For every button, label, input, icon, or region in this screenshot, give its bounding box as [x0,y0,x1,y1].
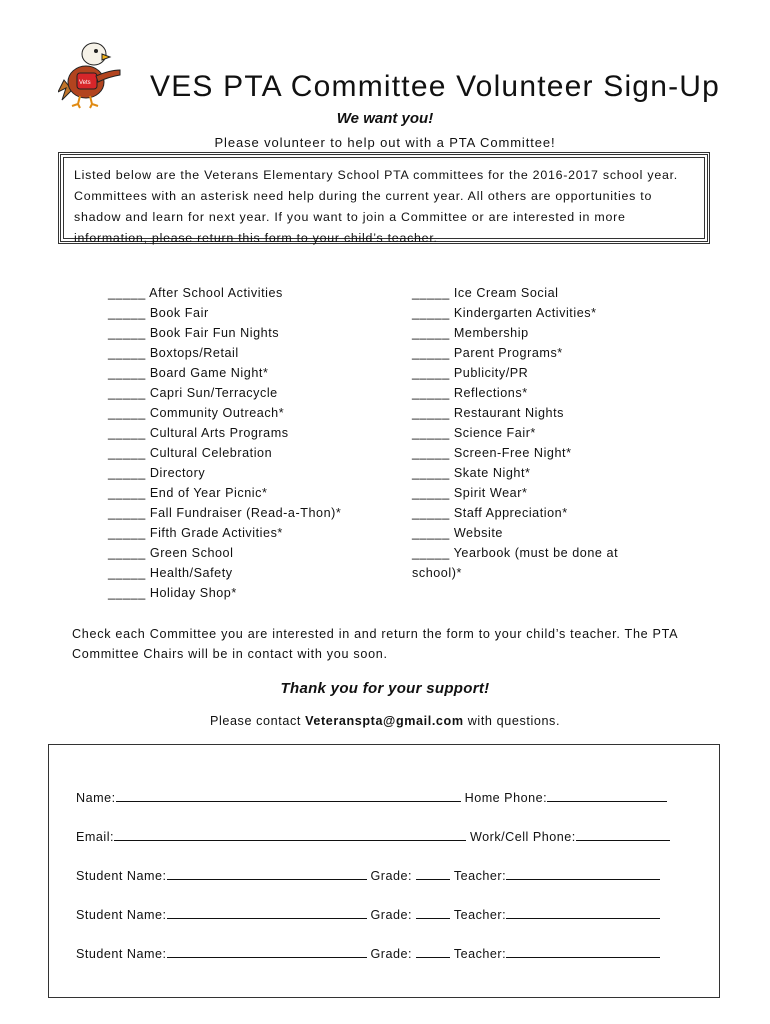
committee-item[interactable]: _____ Restaurant Nights [412,406,564,420]
student-name-label: Student Name: [76,947,167,961]
work-phone-label: Work/Cell Phone: [470,830,576,844]
info-box [58,152,710,244]
committee-item[interactable]: _____ Staff Appreciation* [412,506,568,520]
email-label: Email: [76,830,114,844]
committee-item[interactable]: _____ Cultural Celebration [108,446,273,460]
committee-item[interactable]: _____ Skate Night* [412,466,531,480]
svg-text:Vets: Vets [79,80,91,86]
committee-item[interactable]: _____ Membership [412,326,529,340]
committee-item[interactable]: _____ After School Activities [108,286,283,300]
grade-label: Grade: [370,908,413,922]
committee-item[interactable]: _____ Screen-Free Night* [412,446,572,460]
name-field[interactable] [116,789,461,802]
student-name-label: Student Name: [76,869,167,883]
committee-item[interactable]: _____ Book Fair [108,306,209,320]
name-label: Name: [76,791,116,805]
contact-line: Please contact Veteranspta@gmail.com with questions. [209,714,561,728]
teacher-field[interactable] [506,867,660,880]
committee-item[interactable]: _____ Fifth Grade Activities* [108,526,283,540]
home-phone-label: Home Phone: [464,791,548,805]
student-name-field[interactable] [167,906,367,919]
info-box-text: Listed below are the Veterans Elementary School PTA committees for the 2016-2017 school year. Committees with an asterisk need help during the current year. All others are opportunities to shadow and learn for next year. If you want to join a Committee or are interested in more information, please return this form to your child’s teacher. [63,157,705,239]
committee-item[interactable]: _____ Holiday Shop* [108,586,237,600]
committee-item[interactable]: _____ Ice Cream Social [412,286,559,300]
committee-item[interactable]: _____ Spirit Wear* [412,486,528,500]
teacher-field[interactable] [506,945,660,958]
thank-you-text: Thank you for your support! [280,680,490,697]
committee-item[interactable]: _____ Yearbook (must be done at school)* [412,546,619,580]
home-phone-field[interactable] [547,789,667,802]
email-row [76,828,670,844]
committee-list-right [412,283,672,583]
eagle-mascot-logo [58,40,130,110]
committee-item[interactable]: _____ Kindergarten Activities* [412,306,597,320]
tagline: We want you! [336,110,434,127]
teacher-label: Teacher: [453,947,507,961]
committee-item[interactable]: _____ Health/Safety [108,566,233,580]
grade-label: Grade: [370,947,413,961]
work-phone-field[interactable] [576,828,670,841]
student-name-label: Student Name: [76,908,167,922]
grade-field[interactable] [416,945,450,958]
committee-item[interactable]: _____ Directory [108,466,206,480]
student-name-field[interactable] [167,945,367,958]
instructions-text: Check each Committee you are interested in and return the form to your child’s teacher. The PTA Committee Chairs will be in contact with you soon. [72,627,678,661]
name-row [76,789,667,805]
email-field[interactable] [114,828,466,841]
grade-label: Grade: [370,869,413,883]
contact-email[interactable]: Veteranspta@gmail.com [305,714,464,728]
teacher-field[interactable] [506,906,660,919]
committee-item[interactable]: _____ Cultural Arts Programs [108,426,289,440]
committee-item[interactable]: _____ Green School [108,546,234,560]
teacher-label: Teacher: [453,869,507,883]
committee-item[interactable]: _____ Fall Fundraiser (Read-a-Thon)* [108,506,342,520]
grade-field[interactable] [416,906,450,919]
committee-list-left [108,283,398,603]
student-name-field[interactable] [167,867,367,880]
committee-item[interactable]: _____ End of Year Picnic* [108,486,268,500]
committee-item[interactable]: _____ Community Outreach* [108,406,285,420]
student-row-2 [76,906,660,922]
student-row-1 [76,867,660,883]
intro-text: Please volunteer to help out with a PTA Committee! [214,135,556,150]
committee-item[interactable]: _____ Capri Sun/Terracycle [108,386,278,400]
student-row-3 [76,945,660,961]
committee-item[interactable]: _____ Boxtops/Retail [108,346,239,360]
page-title: VES PTA Committee Volunteer Sign-Up [150,70,721,103]
contact-form [48,744,720,998]
committee-item[interactable]: _____ Publicity/PR [412,366,529,380]
committee-item[interactable]: _____ Board Game Night* [108,366,269,380]
committee-item[interactable]: _____ Parent Programs* [412,346,563,360]
committee-item[interactable]: _____ Book Fair Fun Nights [108,326,280,340]
committee-item[interactable]: _____ Website [412,526,503,540]
committee-item[interactable]: _____ Reflections* [412,386,528,400]
grade-field[interactable] [416,867,450,880]
teacher-label: Teacher: [453,908,507,922]
committee-item[interactable]: _____ Science Fair* [412,426,536,440]
